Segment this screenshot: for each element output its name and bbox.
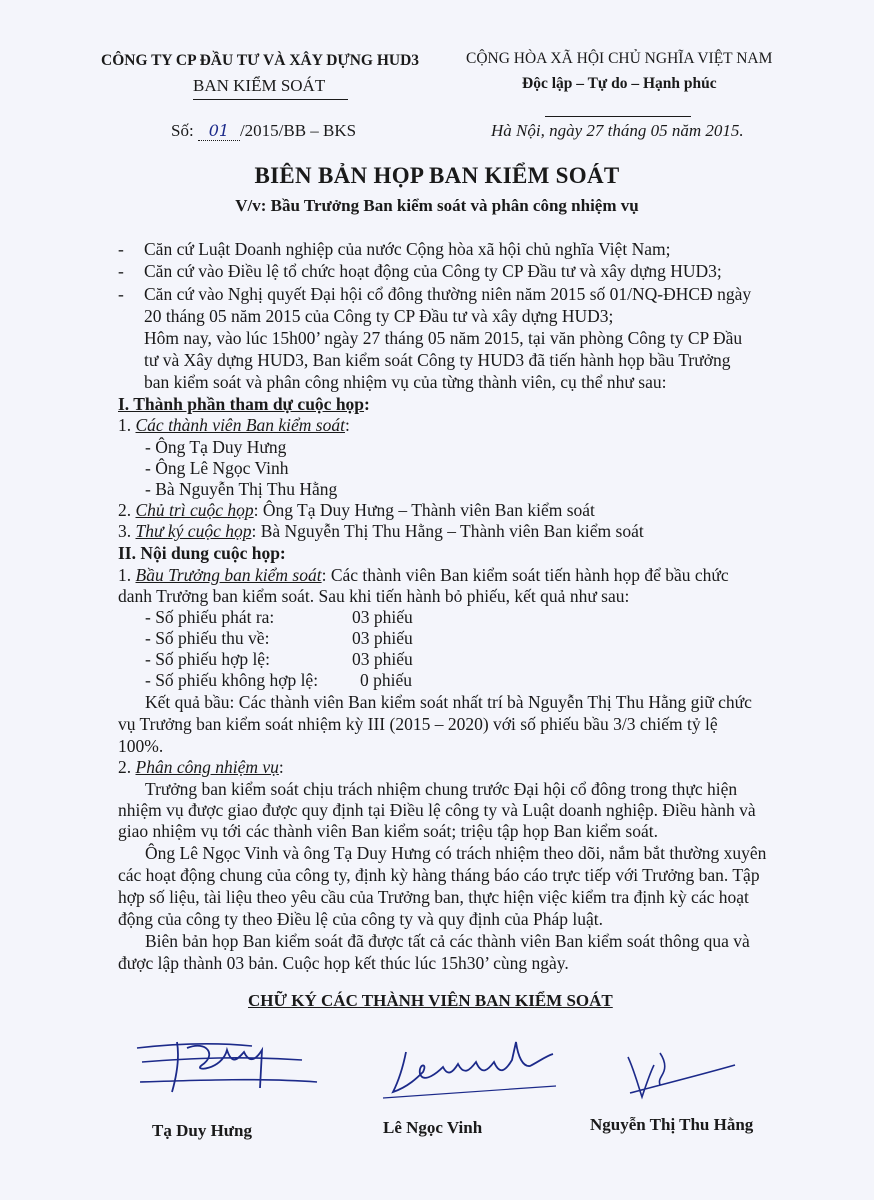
signature-nguyen-thi-thu-hang xyxy=(620,1045,740,1105)
signature-ta-duy-hung xyxy=(132,1030,322,1100)
duty-text: Ông Lê Ngọc Vinh và ông Tạ Duy Hưng có trách nhiệm theo dõi, nắm bắt thường xuyên xyxy=(145,843,767,863)
section1-heading: I. Thành phần tham dự cuộc họp: xyxy=(118,394,370,414)
vote-value: 03 phiếu xyxy=(352,649,413,669)
item-number: 1. Các thành viên Ban kiểm soát: xyxy=(118,415,350,435)
duty-text: giao nhiệm vụ tới các thành viên Ban kiểm soát; triệu tập họp Ban kiểm soát. xyxy=(118,821,658,841)
member-name: - Ông Tạ Duy Hưng xyxy=(145,437,287,457)
closing-text: được lập thành 03 bản. Cuộc họp kết thúc lúc 15h30’ cùng ngày. xyxy=(118,953,569,973)
basis-text: Căn cứ Luật Doanh nghiệp của nước Cộng hòa xã hội chủ nghĩa Việt Nam; xyxy=(144,239,671,259)
doc-no-prefix: Số: xyxy=(171,121,194,140)
duty-text: các hoạt động chung của công ty, định kỳ hàng tháng báo cáo trực tiếp với Trưởng ban. Tập xyxy=(118,865,760,885)
bullet: - xyxy=(118,284,124,304)
vote-value: 0 phiếu xyxy=(360,670,413,690)
motto: Độc lập – Tự do – Hạnh phúc xyxy=(522,75,717,92)
secretary-line: 3. Thư ký cuộc họp: Bà Nguyễn Thị Thu Hằng – Thành viên Ban kiểm soát xyxy=(118,521,644,541)
intro-text: Hôm nay, vào lúc 15h00’ ngày 27 tháng 05 năm 2015, tại văn phòng Công ty CP Đầu xyxy=(144,328,743,348)
duty-text: Trưởng ban kiểm soát chịu trách nhiệm chung trước Đại hội cổ đông trong thực hiện xyxy=(145,779,738,799)
vote-value: 03 phiếu xyxy=(352,628,413,648)
vote-label: - Số phiếu thu về: xyxy=(145,628,270,648)
vote-label: - Số phiếu không hợp lệ: xyxy=(145,670,319,690)
result-text: 100%. xyxy=(118,736,164,756)
signer-name: Lê Ngọc Vinh xyxy=(383,1118,483,1137)
member-name: - Bà Nguyễn Thị Thu Hằng xyxy=(145,479,338,499)
document-title: BIÊN BẢN HỌP BAN KIỂM SOÁT xyxy=(254,163,620,188)
duty-text: động của công ty theo Điều lệ của công ty và quy định của Pháp luật. xyxy=(118,909,604,929)
document-subtitle: V/v: Bầu Trưởng Ban kiểm soát và phân công nhiệm vụ xyxy=(235,196,639,215)
signature-le-ngoc-vinh xyxy=(378,1032,558,1102)
election-text: danh Trưởng ban kiểm soát. Sau khi tiến hành bỏ phiếu, kết quả như sau: xyxy=(118,586,630,606)
result-text: Kết quả bầu: Các thành viên Ban kiểm soát nhất trí bà Nguyễn Thị Thu Hằng giữ chức xyxy=(145,692,752,712)
duty-heading: 2. Phân công nhiệm vụ: xyxy=(118,757,284,777)
duty-text: nhiệm vụ được giao được quy định tại Điều lệ công ty và Luật doanh nghiệp. Điều hành và xyxy=(118,800,756,820)
signature-heading: CHỮ KÝ CÁC THÀNH VIÊN BAN KIỂM SOÁT xyxy=(248,991,613,1010)
chair-line: 2. Chủ trì cuộc họp: Ông Tạ Duy Hưng – Thành viên Ban kiểm soát xyxy=(118,500,595,520)
member-name: - Ông Lê Ngọc Vinh xyxy=(145,458,289,478)
nation-name: CỘNG HÒA XÃ HỘI CHỦ NGHĨA VIỆT NAM xyxy=(466,50,773,67)
department-name: BAN KIỂM SOÁT xyxy=(193,76,326,95)
signer-name: Tạ Duy Hưng xyxy=(152,1121,252,1140)
intro-text: ban kiểm soát và phân công nhiệm vụ của từng thành viên, cụ thể như sau: xyxy=(144,372,667,392)
result-text: vụ Trưởng ban kiểm soát nhiệm kỳ III (2015 – 2020) với số phiếu bầu 3/3 chiếm tỷ lệ xyxy=(118,714,718,734)
basis-text: 20 tháng 05 năm 2015 của Công ty CP Đầu tư và xây dựng HUD3; xyxy=(144,306,614,326)
closing-text: Biên bản họp Ban kiểm soát đã được tất cả các thành viên Ban kiểm soát thông qua và xyxy=(145,931,750,951)
signer-name: Nguyễn Thị Thu Hằng xyxy=(590,1115,754,1134)
vote-value: 03 phiếu xyxy=(352,607,413,627)
doc-no-handwritten: 01 xyxy=(198,121,240,141)
bullet: - xyxy=(118,239,124,259)
place-date: Hà Nội, ngày 27 tháng 05 năm 2015. xyxy=(491,121,744,140)
bullet: - xyxy=(118,261,124,281)
duty-text: hợp số liệu, tài liệu theo yêu cầu của Trưởng ban, thực hiện việc kiểm tra định kỳ các hoạt xyxy=(118,887,749,907)
election-line: 1. Bầu Trưởng ban kiểm soát: Các thành viên Ban kiểm soát tiến hành họp để bầu chức xyxy=(118,565,729,585)
basis-text: Căn cứ vào Điều lệ tổ chức hoạt động của Công ty CP Đầu tư và xây dựng HUD3; xyxy=(144,261,722,281)
intro-text: tư và Xây dựng HUD3, Ban kiểm soát Công ty HUD3 đã tiến hành họp bầu Trưởng xyxy=(144,350,731,370)
vote-label: - Số phiếu phát ra: xyxy=(145,607,275,627)
vote-label: - Số phiếu hợp lệ: xyxy=(145,649,270,669)
section2-heading: II. Nội dung cuộc họp: xyxy=(118,543,286,563)
basis-text: Căn cứ vào Nghị quyết Đại hội cổ đông thường niên năm 2015 số 01/NQ-ĐHCĐ ngày xyxy=(144,284,752,304)
company-name: CÔNG TY CP ĐẦU TƯ VÀ XÂY DỰNG HUD3 xyxy=(101,52,420,69)
doc-no-suffix: /2015/BB – BKS xyxy=(239,121,357,140)
